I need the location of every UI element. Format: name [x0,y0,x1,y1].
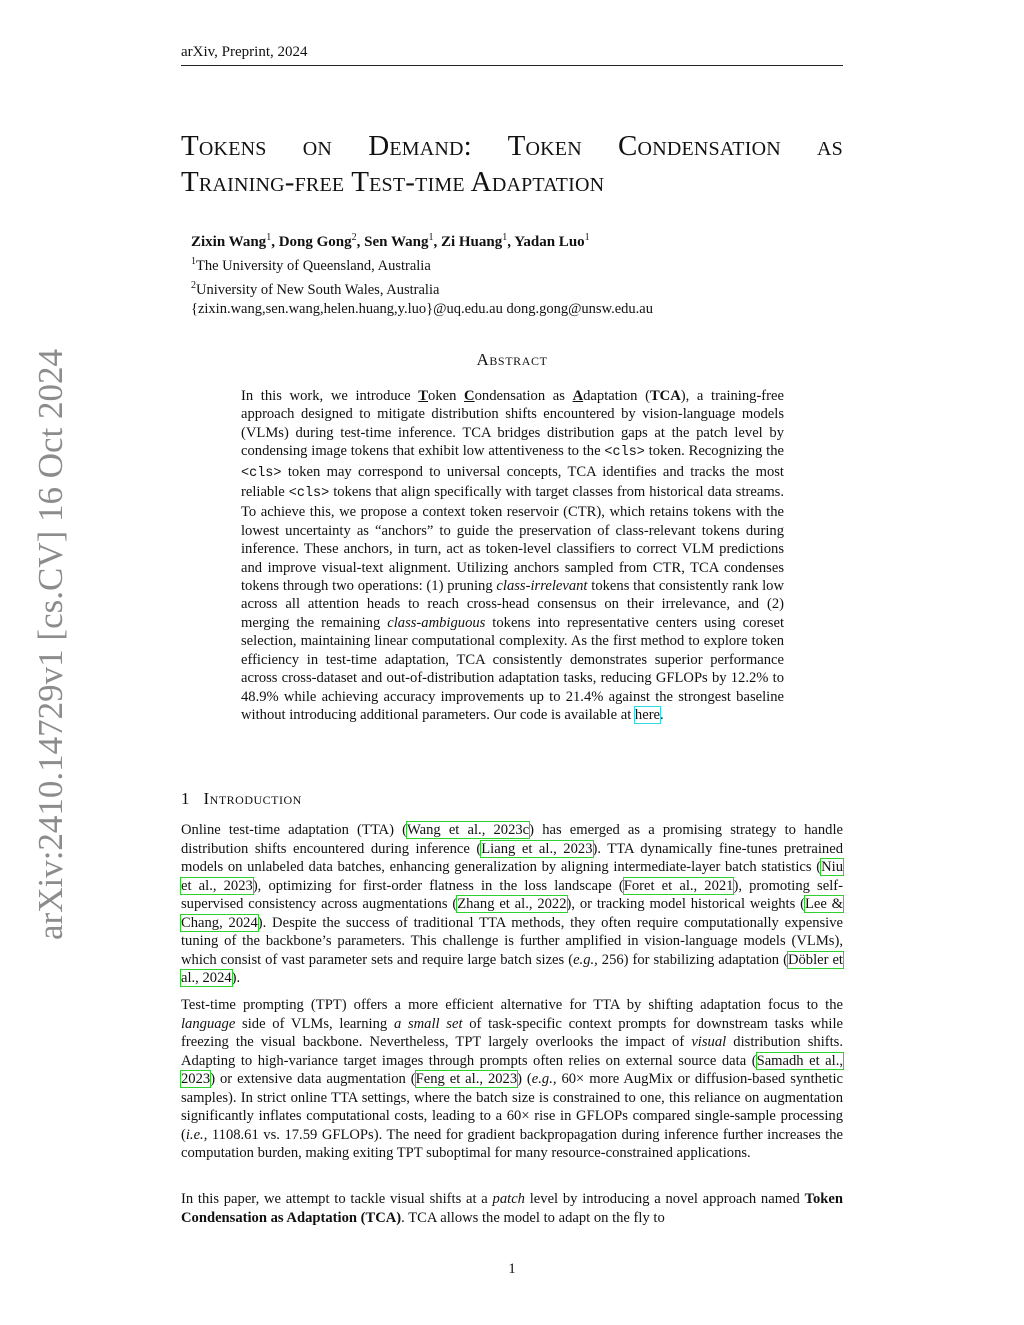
abstract-body: In this work, we introduce Token Condensation as Adaptation (TCA), a training-free approach designed to mitigate distribution shifts encountered by vision-language models (VLMs) during test-time inference. TCA bridges distribution gaps at the patch level by condensing image tokens that exhibit low attentiveness to the <cls> token. Recognizing the <cls> token may correspond to universal concepts, TCA identifies and tracks the most reliable <cls> tokens that align specifically with target classes from historical data streams. To achieve this, we propose a context token reservoir (CTR), which retains tokens with the lowest uncertainty as “anchors” to guide the preservation of class-relevant tokens during inference. These anchors, in turn, act as token-level classifiers to correct VLM predictions and improve visual-text alignment. Utilizing anchors sampled from CTR, TCA condenses tokens through two operations: (1) pruning class-irrelevant tokens that consistently rank low across all attention heads to reach cross-head consensus on their irrelevance, and (2) merging the remaining class-ambiguous tokens into representative centers using coreset selection, maintaining linear computational complexity. As the first method to explore token efficiency in test-time adaptation, TCA consistently demonstrates superior performance across cross-dataset and out-of-distribution adaptation tasks, reducing GFLOPs by 12.2% to 48.9% while achieving accuracy improvements up to 21.4% against the strongest baseline without introducing additional parameters. Our code is available at here. [241,388,784,723]
citation-link[interactable]: Lee & Chang, 2024 [181,896,843,931]
affiliation-2: $^2$University of New South Wales, Australia [191,279,440,298]
code-link[interactable]: here [634,706,661,723]
citation-link[interactable]: Foret et al., 2021 [623,877,734,894]
affiliation-mark: 1 [584,232,590,243]
intro-paragraph-1: Online test-time adaptation (TTA) (Wang et al., 2023c) has emerged as a promising strategy to handle distribution shifts encountered during inference (Liang et al., 2023). TTA dynamically fine-tunes pretrained models on unlabeled data batches, enhancing generalization by aligning intermediate-layer batch statistics (Niu et al., 2023), optimizing for first-order flatness in the loss landscape (Foret et al., 2021), promoting self-supervised consistency across augmentations (Zhang et al., 2022), or tracking model historical weights (Lee & Chang, 2024). Despite the success of traditional TTA methods, they often require computationally expensive tuning of the backbone’s parameters. This challenge is further amplified in vision-language models (VLMs), which consist of vast parameter sets and require large batch sizes (e.g., 256) for stabilizing adaptation (Döbler et al., 2024). [181,822,843,986]
citation-link[interactable]: Niu et al., 2023 [181,859,843,894]
page-number: 1 [508,1261,516,1277]
running-head: arXiv, Preprint, 2024 [181,44,308,60]
arxiv-identifier[interactable]: arXiv:2410.14729v1 [cs.CV] 16 Oct 2024 [31,348,70,940]
intro-paragraph-2: Test-time prompting (TPT) offers a more efficient alternative for TTA by shifting adaptation focus to the language side of VLMs, learning a small set of task-specific context prompts for downstream tasks while freezing the visual backbone. Nevertheless, TPT largely overlooks the impact of visual distribution shifts. Adapting to high-variance target images through prompts often relies on external source data (Samadh et al., 2023) or extensive data augmentation (Feng et al., 2023) (e.g., 60× more AugMix or diffusion-based synthetic samples). In strict online TTA settings, where the batch size is constrained to one, this reliance on augmentation significantly inflates computational costs, leading to a 60× rise in GFLOPs compared single-sample processing (i.e., 1108.61 vs. 17.59 GFLOPs). The need for gradient backpropagation during inference further increases the computation burden, making exiting TPT suboptimal for many resource-constrained applications. [181,997,843,1161]
citation-link[interactable]: Wang et al., 2023c [406,822,530,838]
affiliation-mark: 1 [428,232,434,243]
author-emails: {zixin.wang,sen.wang,helen.huang,y.luo}@uq.edu.au dong.gong@unsw.edu.au [191,300,653,317]
citation-link[interactable]: Zhang et al., 2022 [457,896,567,912]
author-name: Zi Huang [440,234,503,250]
affiliation-mark: 2 [351,232,357,243]
citation-link[interactable]: Liang et al., 2023 [481,840,593,857]
header-rule [181,65,843,66]
intro-paragraph-3: In this paper, we attempt to tackle visual shifts at a patch level by introducing a novel approach named Token Condensation as Adaptation (TCA). TCA allows the model to adapt on the fly to [181,1191,843,1226]
affiliation-mark: 1 [266,232,272,243]
author-name: Dong Gong [278,234,352,250]
affiliation-1: $^1$The University of Queensland, Australia [191,256,431,274]
paper-title [181,128,843,200]
abstract-heading: Abstract [476,350,548,369]
title-line-1: Tokens on Demand: Token Condensation as [181,130,843,162]
citation-link[interactable]: Feng et al., 2023 [415,1071,518,1087]
author-name: Yadan Luo [514,234,585,250]
author-block [191,228,653,319]
affiliation-mark: 1 [502,232,508,243]
section-heading-introduction: 1 Introduction [181,789,302,808]
author-list: Zixin Wang$^1$, Dong Gong$^2$, Sen Wang$^1$, Zi Huang$^1$, Yadan Luo$^1$ [191,232,590,250]
title-line-2: Training-free Test-time Adaptation [181,166,605,198]
citation-link[interactable]: Döbler et al., 2024 [181,951,843,986]
author-name: Sen Wang [364,234,429,250]
citation-link[interactable]: Samadh et al., 2023 [181,1052,843,1087]
author-name: Zixin Wang [191,234,267,250]
